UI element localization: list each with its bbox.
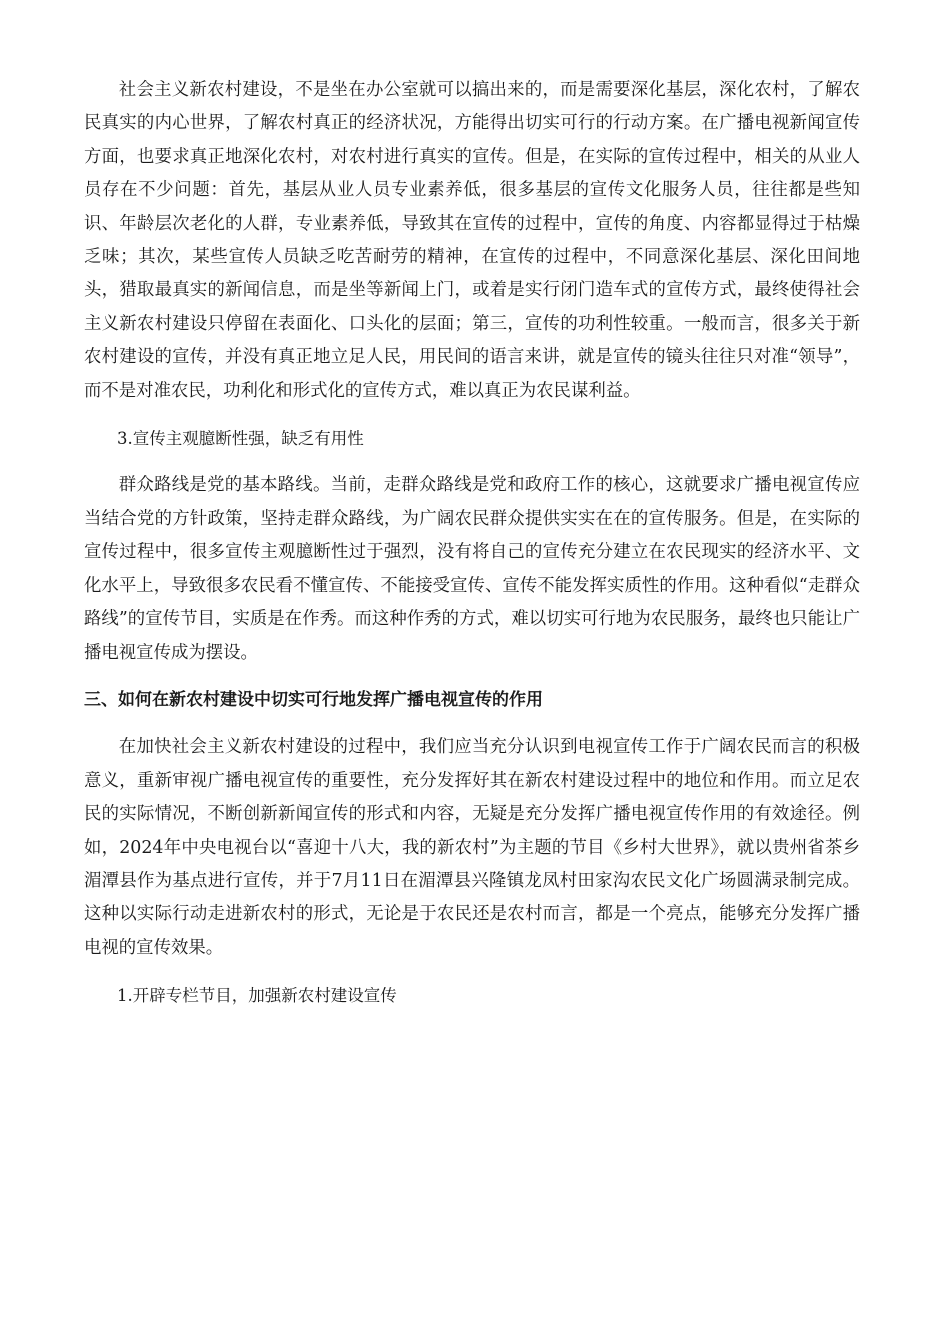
body-paragraph: 在加快社会主义新农村建设的过程中，我们应当充分认识到电视宣传工作于广阔农民而言的积极意义，重新审视广播电视宣传的重要性，充分发挥好其在新农村建设过程中的地位和作用。而立足农民的实际情况，不断创新新闻宣传的形式和内容，无疑是充分发挥广播电视宣传作用的有效途径。例如，2024年中央电视台以“喜迎十八大，我的新农村”为主题的节目《乡村大世界》，就以贵州省茶乡湄潭县作为基点进行宣传，并于7月11日在湄潭县兴隆镇龙凤村田家沟农民文化广场圆满录制完成。这种以实际行动走进新农村的形式，无论是于农民还是农村而言，都是一个亮点，能够充分发挥广播电视的宣传效果。 <box>84 737 860 958</box>
document-page <box>84 74 860 1027</box>
section-heading: 三、如何在新农村建设中切实可行地发挥广播电视宣传的作用 <box>84 689 543 710</box>
subheading: 3.宣传主观臆断性强，缺乏有用性 <box>117 429 364 449</box>
body-paragraph: 群众路线是党的基本路线。当前，走群众路线是党和政府工作的核心，这就要求广播电视宣传应当结合党的方针政策，坚持走群众路线，为广阔农民群众提供实实在在的宣传服务。但是，在实际的宣传过程中，很多宣传主观臆断性过于强烈，没有将自己的宣传充分建立在农民现实的经济水平、文化水平上，导致很多农民看不懂宣传、不能接受宣传、宣传不能发挥实质性的作用。这种看似“走群众路线”的宣传节目，实质是在作秀。而这种作秀的方式，难以切实可行地为农民服务，最终也只能让广播电视宣传成为摆设。 <box>84 475 860 663</box>
body-paragraph: 社会主义新农村建设，不是坐在办公室就可以搞出来的，而是需要深化基层，深化农村，了解农民真实的内心世界，了解农村真正的经济状况，方能得出切实可行的行动方案。在广播电视新闻宣传方面，也要求真正地深化农村，对农村进行真实的宣传。但是，在实际的宣传过程中，相关的从业人员存在不少问题：首先，基层从业人员专业素养低，很多基层的宣传文化服务人员，往往都是些知识、年龄层次老化的人群，专业素养低，导致其在宣传的过程中，宣传的角度、内容都显得过于枯燥乏味；其次，某些宣传人员缺乏吃苦耐劳的精神，在宣传的过程中，不同意深化基层、深化田间地头，猎取最真实的新闻信息，而是坐等新闻上门，或着是实行闭门造车式的宣传方式，最终使得社会主义新农村建设只停留在表面化、口头化的层面；第三，宣传的功利性较重。一般而言，很多关于新农村建设的宣传，并没有真正地立足人民，用民间的语言来讲，就是宣传的镜头往往只对准“领导”，而不是对准农民，功利化和形式化的宣传方式，难以真正为农民谋利益。 <box>84 80 860 401</box>
subheading: 1.开辟专栏节目，加强新农村建设宣传 <box>117 986 397 1006</box>
